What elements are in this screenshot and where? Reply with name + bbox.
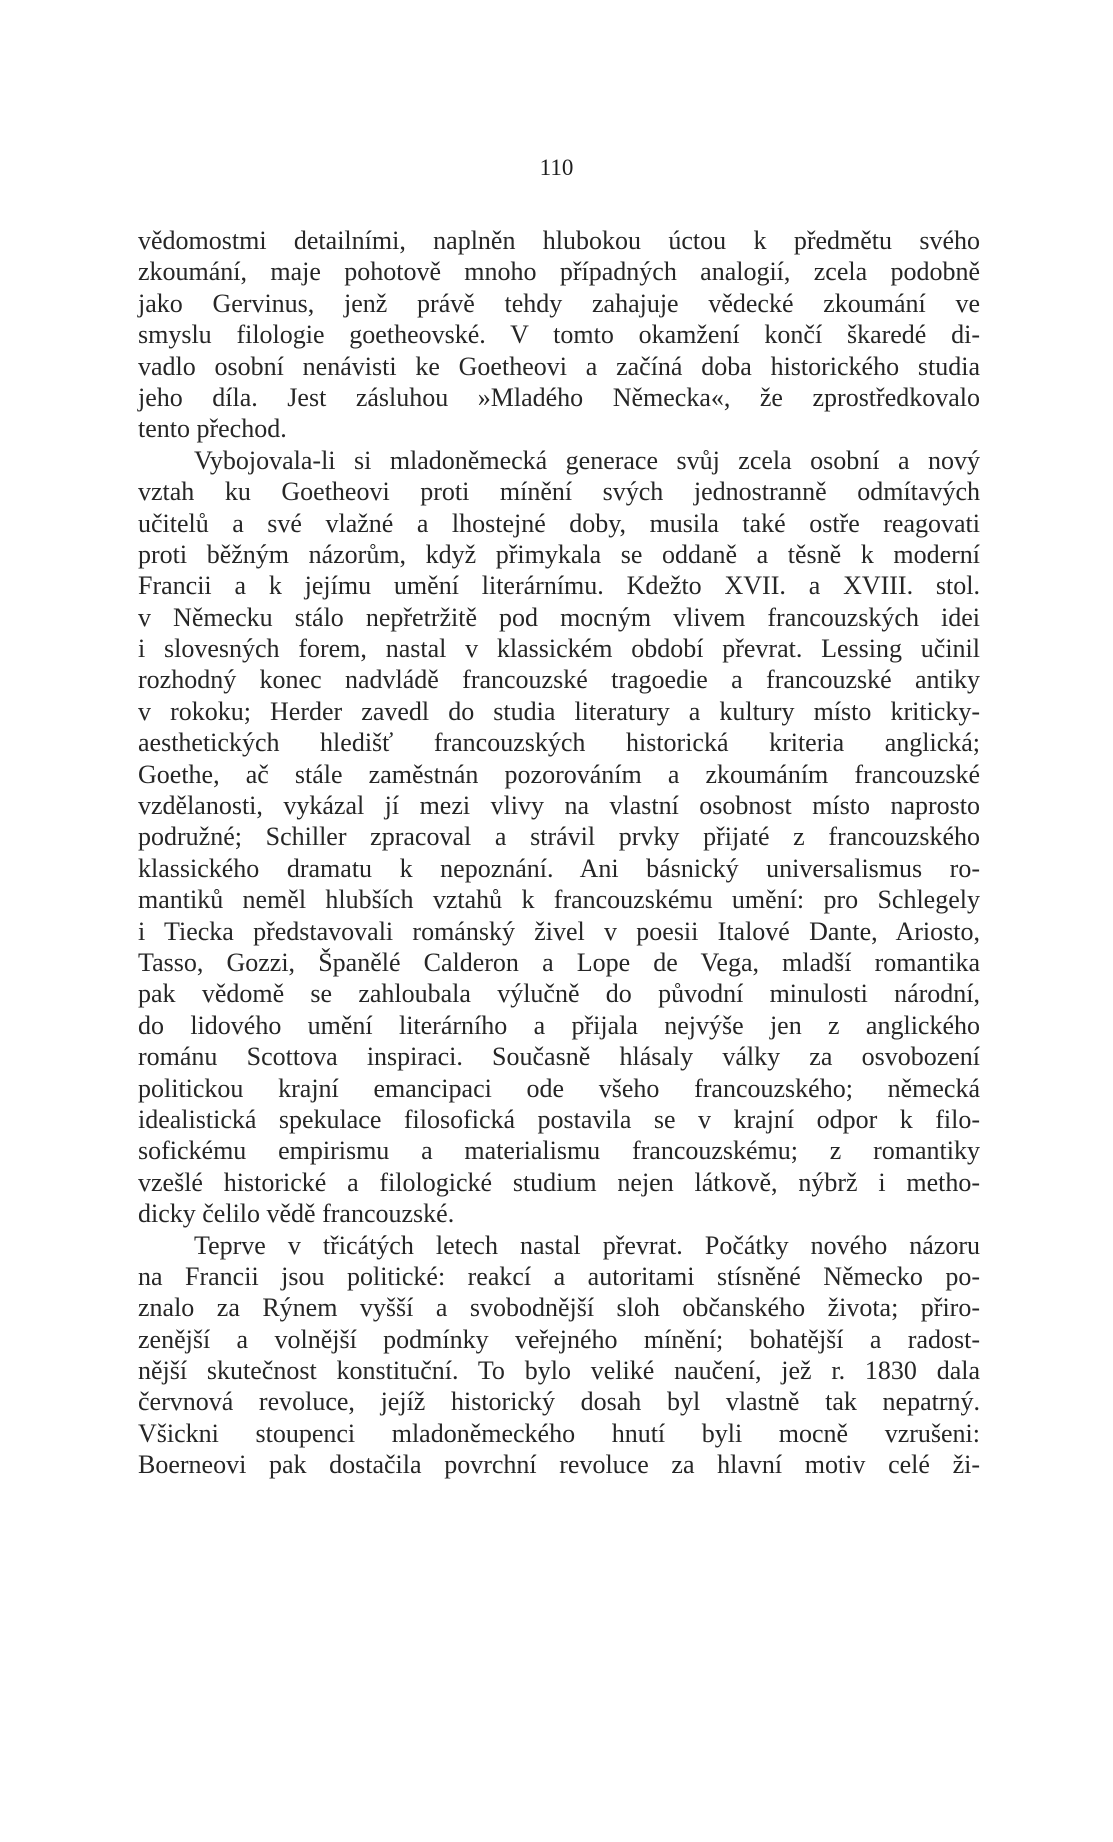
text-line: podružné; Schiller zpracoval a strávil prvky přijaté z francouzského (138, 822, 980, 852)
text-line: i slovesných forem, nastal v klassickém období převrat. Lessing učinil (138, 634, 980, 664)
text-line: Tasso, Gozzi, Španělé Calderon a Lope de Vega, mladší romantika (138, 947, 980, 977)
text-line: znalo za Rýnem vyšší a svobodnější sloh občanského života; přiro- (138, 1293, 980, 1323)
text-line: Goethe, ač stále zaměstnán pozorováním a zkoumáním francouzské (138, 759, 980, 789)
text-line: vzdělanosti, vykázal jí mezi vlivy na vlastní osobnost místo naprosto (138, 791, 980, 821)
text-line: i Tiecka představovali románský živel v poesii Italové Dante, Ariosto, (138, 916, 980, 946)
text-line: do lidového umění literárního a přijala nejvýše jen z anglického (138, 1010, 980, 1040)
text-line: románu Scottova inspiraci. Současně hlásaly války za osvobození (138, 1042, 980, 1072)
text-line: rozhodný konec nadvládě francouzské tragoedie a francouzské antiky (138, 665, 980, 695)
text-line: Boerneovi pak dostačila povrchní revoluce za hlavní motiv celé ži- (138, 1450, 980, 1480)
text-line: dicky čelilo vědě francouzské. (138, 1199, 455, 1229)
text-line: sofickému empirismu a materialismu francouzskému; z romantiky (138, 1136, 980, 1166)
text-line: pak vědomě se zahloubala výlučně do původní minulosti národní, (138, 979, 980, 1009)
text-line: smyslu filologie goetheovské. V tomto okamžení končí škaredé di- (138, 320, 980, 350)
text-line: učitelů a své vlažné a lhostejné doby, musila také ostře reagovati (138, 508, 980, 538)
body-text (138, 225, 980, 1481)
text-line: červnová revoluce, jejíž historický dosah byl vlastně tak nepatrný. (138, 1387, 980, 1417)
text-line: aesthetických hledišť francouzských historická kriteria anglická; (138, 728, 980, 758)
text-line: jeho díla. Jest zásluhou »Mladého Německa«, že zprostředkovalo (138, 382, 980, 412)
text-line: Všickni stoupenci mladoněmeckého hnutí byli mocně vzrušeni: (138, 1418, 980, 1448)
text-line: vztah ku Goetheovi proti mínění svých jednostranně odmítavých (138, 477, 980, 507)
text-line: zenější a volnější podmínky veřejného mínění; bohatější a radost- (138, 1324, 980, 1354)
text-line: Teprve v třicátých letech nastal převrat. Počátky nového názoru (194, 1230, 980, 1260)
text-line: politickou krajní emancipaci ode všeho francouzského; německá (138, 1073, 980, 1103)
text-line: vadlo osobní nenávisti ke Goetheovi a začíná doba historického studia (138, 351, 980, 381)
text-line: zkoumání, maje pohotově mnoho případných analogií, zcela podobně (138, 257, 980, 287)
text-line: v Německu stálo nepřetržitě pod mocným vlivem francouzských idei (138, 602, 980, 632)
page-number: 110 (539, 155, 574, 180)
text-line: nější skutečnost konstituční. To bylo veliké naučení, jež r. 1830 dala (138, 1356, 980, 1386)
text-line: na Francii jsou politické: reakcí a autoritami stísněné Německo po- (138, 1261, 980, 1291)
text-line: jako Gervinus, jenž právě tehdy zahajuje vědecké zkoumání ve (138, 288, 980, 318)
text-line: Francii a k jejímu umění literárnímu. Kdežto XVII. a XVIII. stol. (138, 571, 980, 601)
text-line: tento přechod. (138, 414, 287, 444)
text-line: vědomostmi detailními, naplněn hlubokou úctou k předmětu svého (138, 226, 980, 255)
text-line: Vybojovala-li si mladoněmecká generace svůj zcela osobní a nový (194, 445, 980, 475)
text-line: mantiků neměl hlubších vztahů k francouzskému umění: pro Schlegely (138, 885, 980, 915)
text-line: vzešlé historické a filologické studium nejen látkově, nýbrž i metho- (138, 1167, 980, 1197)
text-line: proti běžným názorům, když přimykala se oddaně a těsně k moderní (138, 539, 980, 569)
text-line: v rokoku; Herder zavedl do studia literatury a kultury místo kriticky- (138, 696, 980, 726)
text-line: klassického dramatu k nepoznání. Ani básnický universalismus ro- (138, 853, 980, 883)
text-line: idealistická spekulace filosofická postavila se v krajní odpor k filo- (138, 1104, 980, 1134)
